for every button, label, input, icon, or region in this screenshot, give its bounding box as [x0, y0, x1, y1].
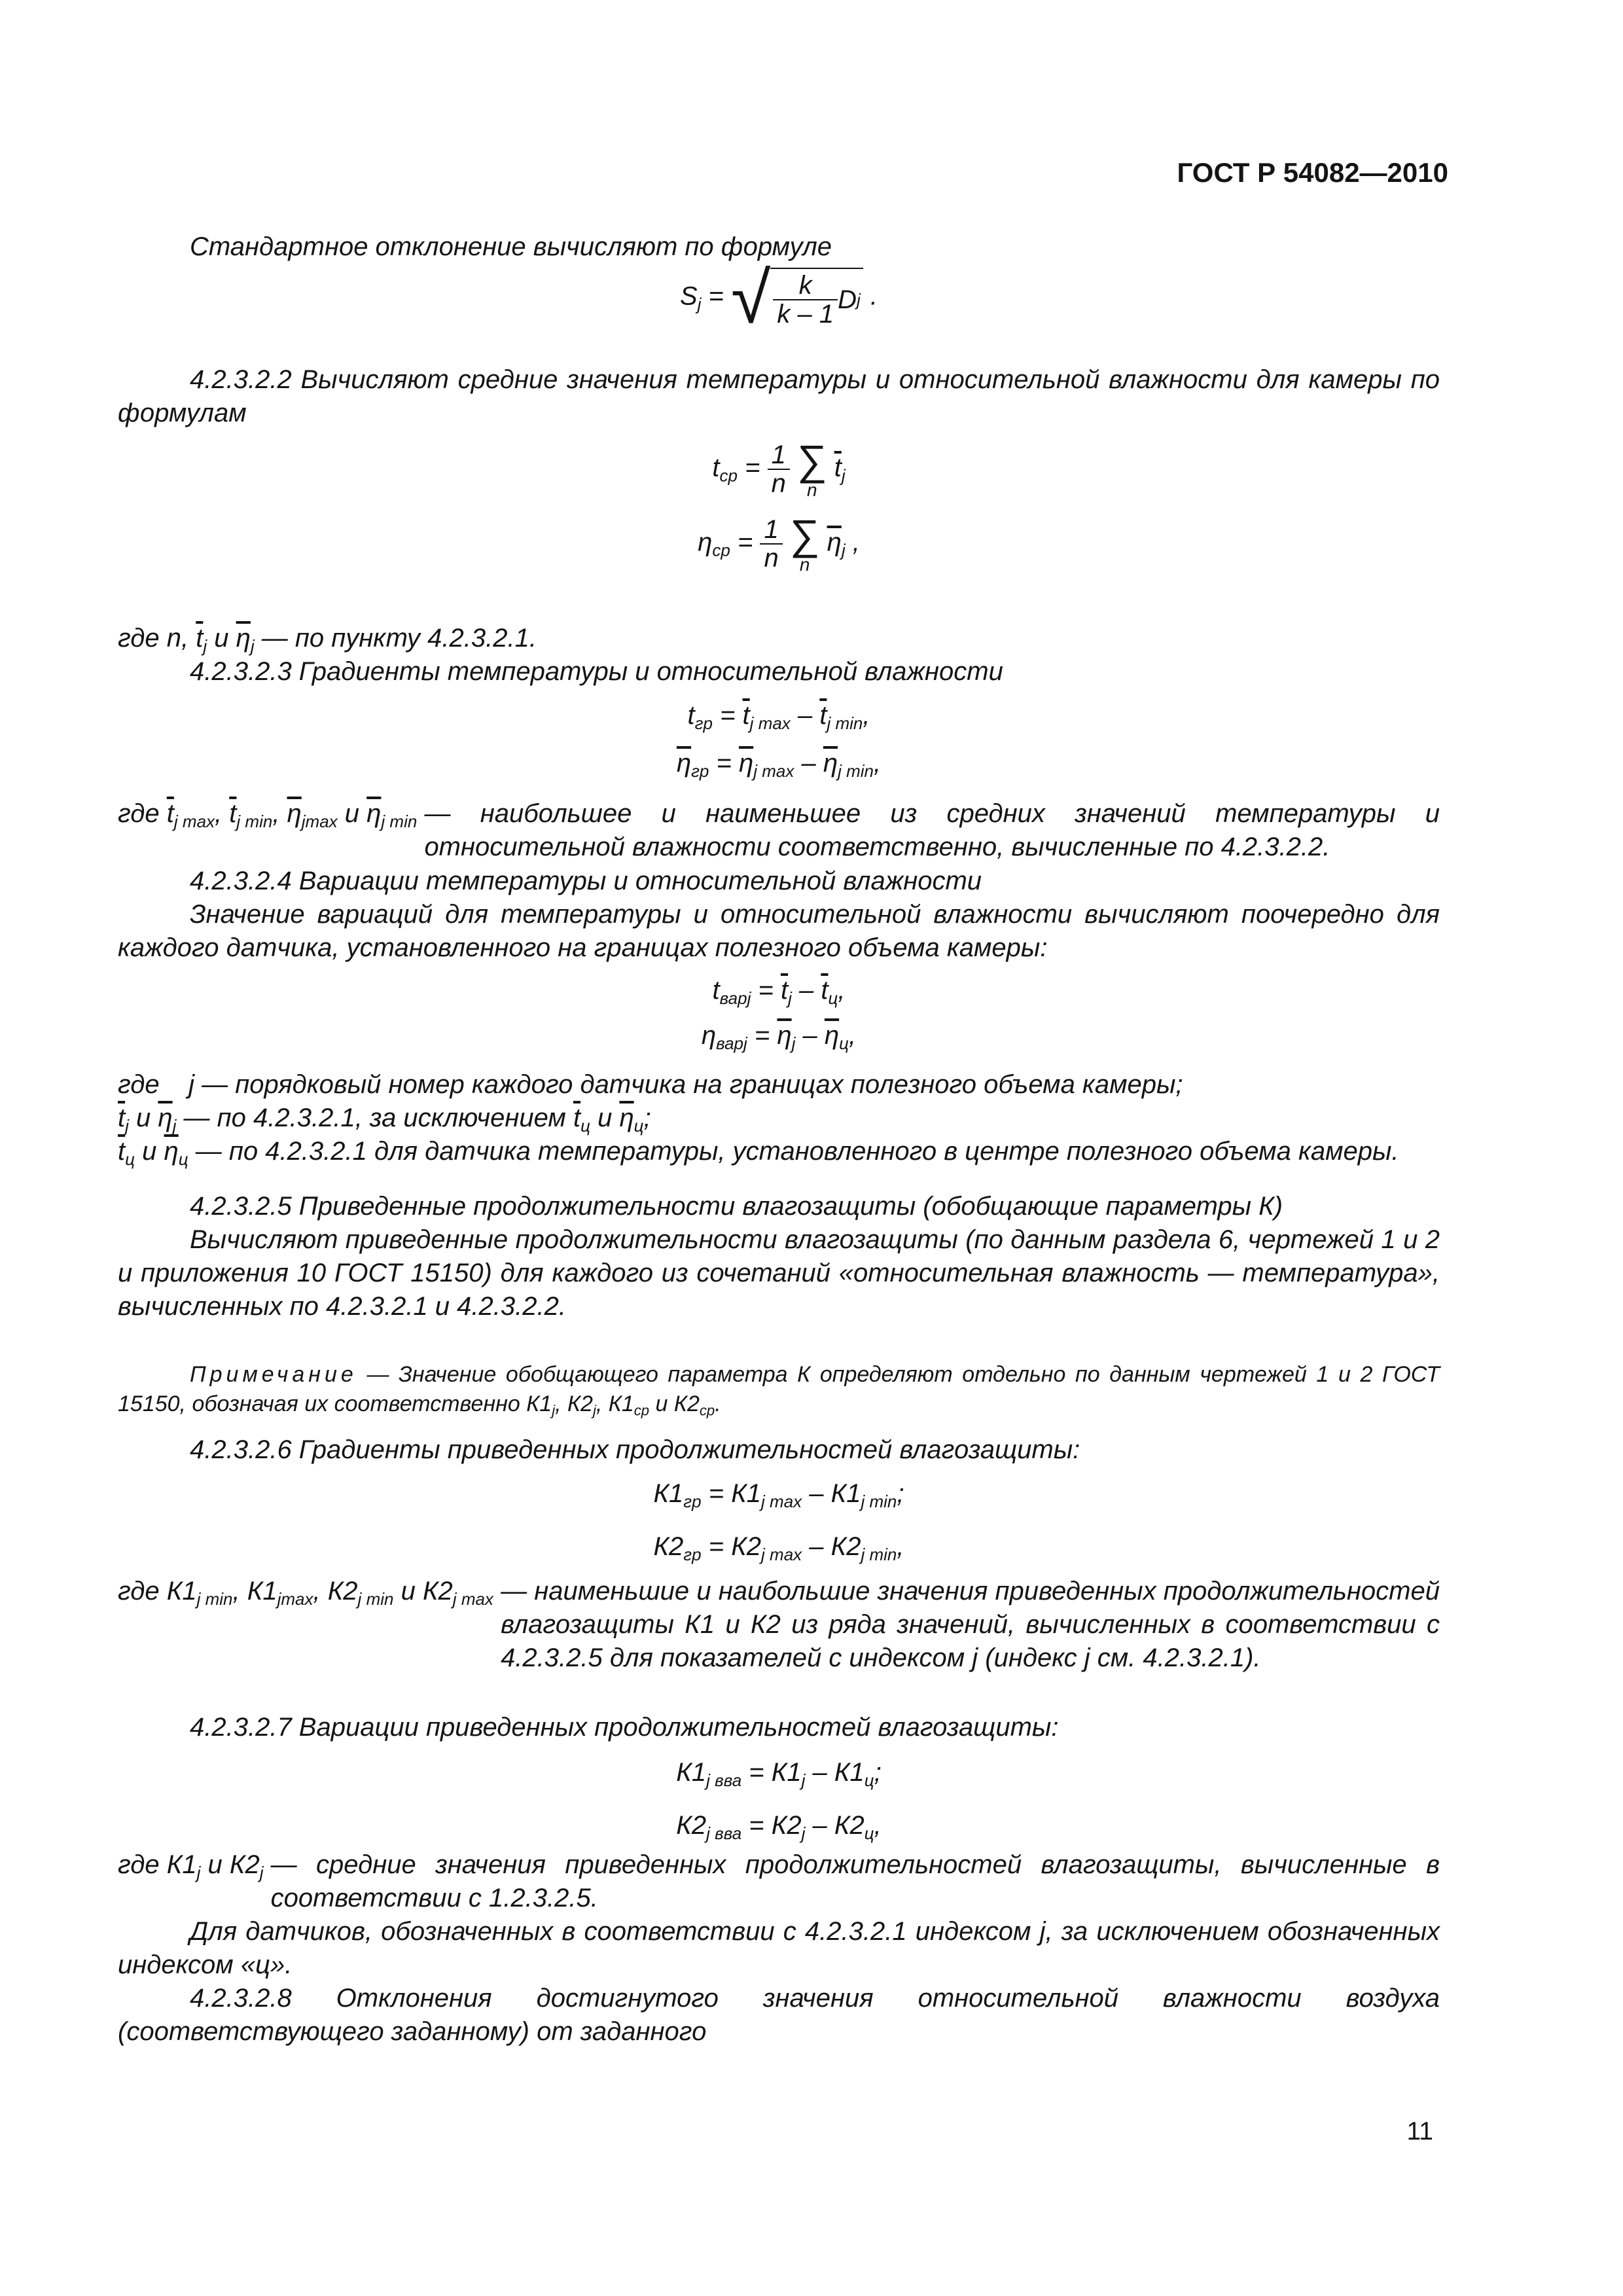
std-dev-block [118, 230, 1440, 338]
variation-where-block [118, 1068, 1440, 1168]
k-variation-where-line: где $К1_j$ и $К2_j$ — средние значения приведенных продолжительностей влагозащиты, вычисленные в соответствии с 1.2.3.2.5. [118, 1850, 1440, 1912]
where-n-line: где n, $\overline{t}_j$ и $\overline{\eta}_j$ — по пункту 4.2.3.2.1. [118, 624, 537, 656]
where-tj-line: $\overline{t}_j$ и $\overline{\eta}_j$ — по 4.2.3.2.1, за исключением $\overline{t}_ц$ и $\overline{\eta}_ц$; [118, 1103, 651, 1136]
section-4-2-3-2-3 [118, 622, 1440, 780]
paragraph-std-dev: Стандартное отклонение вычисляют по формуле [190, 232, 832, 261]
k-variation-where-block [118, 1848, 1440, 2049]
section-4-2-3-2-4 [118, 865, 1440, 1052]
paragraph-variations: Значение вариаций для температуры и относительной влажности вычисляют поочередно для каждого датчика, установленного на границах полезного объема камеры: [118, 900, 1440, 962]
formula-k2-gradient: $К2_{гр} = К2_{j max} - К2_{j min}$, [653, 1532, 904, 1564]
k-gradient-where-line: где $К1_{j min}$, $К1_{jmax}$, $К2_{j min}$ и $К2_{j max}$ — наименьшие и наибольшие значения приведенных продолжительностей влагозащиты К1 и К2 из ряда значений, вычисленных в соответствии с 4.2.3.2.5 для показателей с индексом j (индекс j см. 4.2.3.2.1). [118, 1577, 1440, 1672]
heading-4-2-3-2-7: 4.2.3.2.7 Вариации приведенных продолжительностей влагозащиты: [190, 1713, 1059, 1742]
formula-eta-variation: $\eta_{варj} = \overline{\eta}_j - \overline{\eta}_ц$, [701, 1021, 857, 1053]
section-4-2-3-2-7 [118, 1711, 1440, 1842]
paragraph-4-2-3-2-5: Вычисляют приведенные продолжительности влагозащиты (по данным раздела 6, чертежей 1 и 2 и приложения 10 ГОСТ 15150) для каждого из сочетаний «относительная влажность — температура», вычисленных по 4.2.3.2.1 и 4.2.3.2.2. [118, 1225, 1440, 1321]
where-j-line: где j — порядковый номер каждого датчика на границах полезного объема камеры; [118, 1070, 1183, 1099]
heading-4-2-3-2-8: 4.2.3.2.8 Отклонения достигнутого значения относительной влажности воздуха (соответствующего заданному) от заданного [118, 1984, 1440, 2046]
note-label: Примечание [190, 1362, 357, 1387]
heading-4-2-3-2-3: 4.2.3.2.3 Градиенты температуры и относительной влажности [190, 657, 1003, 686]
page-number: 11 [1406, 2117, 1433, 2145]
formula-t-avg: $t_{ср}$ = $\frac{1}{n}$ ∑ n $\overline{t}_j$ [712, 437, 846, 500]
formula-sj: $S_j$ = √ $\frac{k}{k - 1}$ D j . [679, 257, 878, 338]
note-block [118, 1360, 1440, 1419]
heading-4-2-3-2-5: 4.2.3.2.5 Приведенные продолжительности влагозащиты (обобщающие параметры К) [190, 1192, 1283, 1221]
paragraph-sensors: Для датчиков, обозначенных в соответствии с 4.2.3.2.1 индексом j, за исключением обозначенных индексом «ц». [118, 1917, 1440, 1979]
formula-t-gradient: $t_{гр} = \overline{t}_{j max} - \overline{t}_{j min}$, [687, 701, 870, 733]
where-tc-line: $\overline{t}_ц$ и $\overline{\eta}_ц$ — по 4.2.3.2.1 для датчика температуры, установленного в центре полезного объема камеры. [118, 1137, 1399, 1169]
formula-eta-avg: $\eta_{ср}$ = $\frac{1}{n}$ ∑ n $\overline{\eta}_j$ , [698, 511, 860, 575]
section-4-2-3-2-2 [118, 363, 1440, 574]
formula-k1-gradient: $К1_{гр} = К1_{j max} - К1_{j min}$; [653, 1479, 904, 1511]
gradient-where-block [118, 797, 1440, 864]
document-header: ГОСТ Р 54082—2010 [1177, 157, 1448, 188]
paragraph-4-2-3-2-2: 4.2.3.2.2 Вычисляют средние значения температуры и относительной влажности для камеры по формулам [118, 365, 1440, 427]
formula-t-variation: $t_{варj} = \overline{t}_j - \overline{t}_ц$, [712, 976, 846, 1008]
k-gradient-where-block [118, 1575, 1440, 1675]
gradient-where-line: где $\overline{t}_{j max}$, $\overline{t}_{j min}$, $\overline{\eta}_{jmax}$ и $\overline{\eta}_{j min}$ — наибольшее и наименьшее из средних значений температуры и относительной влажности соответственно, вычисленные по 4.2.3.2.2. [118, 799, 1440, 861]
section-4-2-3-2-5 [118, 1190, 1440, 1323]
note: Примечание — Значение обобщающего параметра К определяют отдельно по данным чертежей 1 и 2 ГОСТ 15150, обозначая их соответственно $К1_j$, $К2_j$, $К1_{ср}$ и $К2_{ср}$. [118, 1362, 1440, 1419]
formula-k1-variation: $К1_{j вва} = К1_j - К1_ц$; [676, 1758, 882, 1790]
heading-4-2-3-2-4: 4.2.3.2.4 Вариации температуры и относительной влажности [190, 867, 982, 895]
note-text: — Значение обобщающего параметра К определяют отдельно по данным чертежей 1 и 2 ГОСТ 15150, обозначая их соответственно К1 [118, 1362, 1440, 1416]
section-4-2-3-2-6 [118, 1433, 1440, 1564]
formula-k2-variation: $К2_{j вва} = К2_j - К2_ц$, [676, 1811, 882, 1843]
heading-4-2-3-2-6: 4.2.3.2.6 Градиенты приведенных продолжительностей влагозащиты: [190, 1435, 1080, 1464]
formula-eta-gradient: $\overline{\eta}_{гр} = \overline{\eta}_{j max} - \overline{\eta}_{j min}$, [676, 749, 882, 781]
